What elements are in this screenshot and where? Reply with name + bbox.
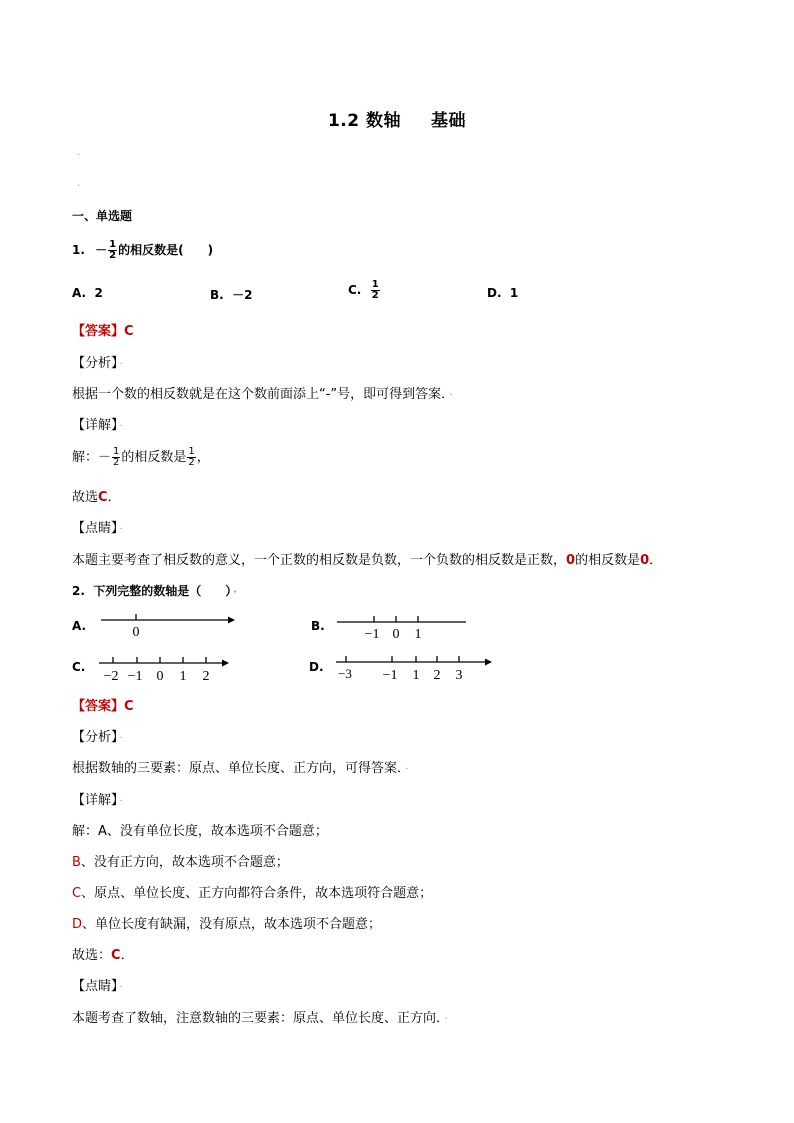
tick-label: 0	[132, 625, 140, 640]
q1-analysis-label: 【分析】 ·	[72, 356, 123, 371]
q2-detail-label: 【详解】 ·	[72, 793, 123, 808]
q2-analysis-text: 根据数轴的三要素：原点、单位长度、正方向，可得答案． ·	[72, 761, 409, 776]
q2-comment-text: 本题考查了数轴，注意数轴的三要素：原点、单位长度、正方向． ·	[72, 1011, 448, 1026]
q1-conclusion: 故选C．	[72, 490, 121, 505]
tick-label: 0	[392, 627, 400, 640]
title-sub: 基础	[431, 111, 467, 131]
q1-answer: 【答案】C	[72, 324, 134, 339]
q2-option-d-label: D.	[309, 660, 324, 674]
q2-option-b-number-line	[335, 610, 470, 640]
q2-analysis-label: 【分析】 ·	[72, 730, 123, 745]
q1-option-c-fraction: $\frac{1}{2}$	[371, 279, 379, 301]
tick-label: 3	[455, 668, 463, 683]
q1-comment-text: 本题主要考查了相反数的意义，一个正数的相反数是负数，一个负数的相反数是正数，0的相反数是0．	[72, 553, 663, 568]
q1-option-a: A. 2	[72, 286, 103, 300]
q2-detail-line-b: B、没有正方向，故本选项不合题意；	[72, 855, 289, 870]
q2-option-b-label: B.	[311, 619, 325, 633]
title-main: 1.2 数轴	[327, 111, 402, 131]
tick-label: 2	[202, 669, 210, 684]
tick-label: 1	[412, 668, 420, 683]
q2-conclusion: 故选：C．	[72, 948, 134, 963]
q2-detail-line-a: 解：A、没有单位长度，故本选项不合题意；	[72, 824, 328, 839]
q1-detail-text: 解：－ $\frac{1}{2}$ 的相反数是 $\frac{1}{2}$ ，	[72, 446, 210, 468]
q1-number: 1.	[72, 243, 85, 257]
q2-option-a-label: A.	[72, 619, 87, 633]
q2-option-c-label: C.	[72, 660, 86, 674]
tick-label: −3	[338, 666, 352, 681]
q2-detail-line-c: C、原点、单位长度、正方向都符合条件，故本选项符合题意；	[72, 886, 433, 901]
question-2-stem: 2. 下列完整的数轴是（ ） ·	[72, 584, 238, 598]
q1-minus: －	[95, 243, 108, 257]
q1-option-c: C. $\frac{1}{2}$	[348, 279, 379, 301]
q2-option-c-number-line	[96, 652, 236, 684]
tick-label: −2	[103, 669, 119, 684]
q1-analysis-text: 根据一个数的相反数就是在这个数前面添上“-”号，即可得到答案． ·	[72, 387, 453, 402]
tick-label: 1	[179, 669, 187, 684]
q1-option-d: D. 1	[487, 286, 519, 300]
q2-option-d-number-line	[334, 652, 496, 684]
q2-answer: 【答案】C	[72, 699, 134, 714]
q2-detail-line-d: D、单位长度有缺漏，没有原点，故本选项不合题意；	[72, 917, 382, 932]
q1-fraction: $\frac{1}{2}$	[109, 239, 117, 261]
tick-label: 1	[414, 627, 422, 640]
tick-label: 2	[433, 668, 441, 683]
tick-label: −1	[382, 668, 398, 683]
section-heading: 一、单选题	[72, 209, 133, 223]
q2-option-a-number-line	[98, 610, 238, 640]
paragraph-mark: ·	[77, 150, 81, 161]
q2-comment-label: 【点睛】 ·	[72, 979, 123, 994]
tick-label: 0	[156, 669, 164, 684]
q1-detail-label: 【详解】 ·	[72, 418, 123, 433]
q1-option-b: B. －2	[210, 288, 253, 302]
tick-label: −1	[127, 669, 143, 684]
q1-comment-label: 【点睛】 ·	[72, 521, 123, 536]
page-title	[0, 106, 794, 131]
paragraph-mark: ·	[77, 181, 81, 192]
question-1-stem	[72, 240, 213, 261]
q1-stem-text: 的相反数是( )	[118, 243, 214, 257]
tick-label: −1	[364, 627, 380, 640]
